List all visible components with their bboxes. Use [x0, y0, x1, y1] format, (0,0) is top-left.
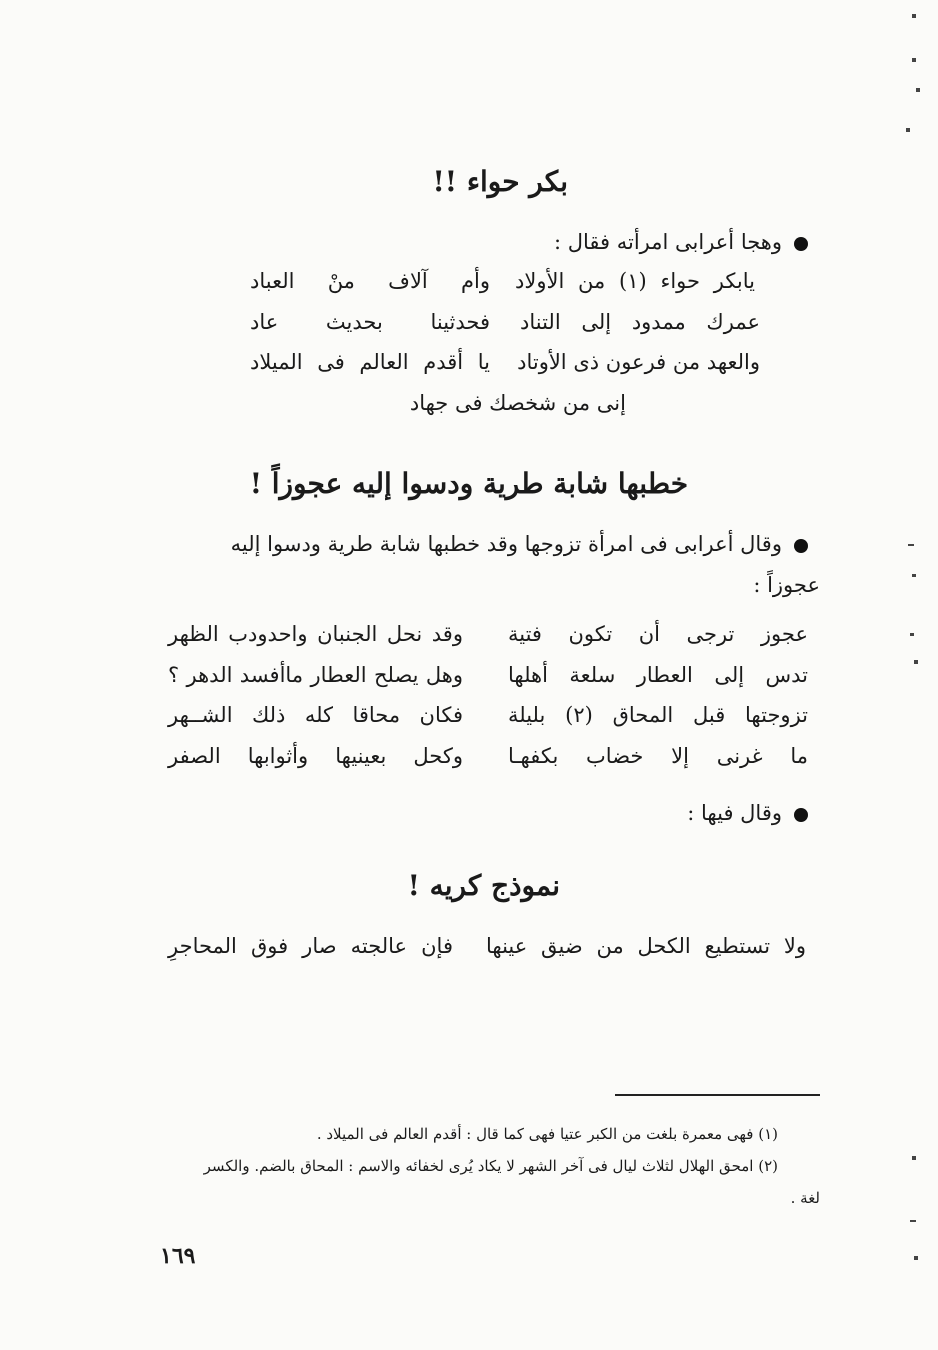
scan-speck [916, 88, 920, 92]
footnote-1: (١) فهى معمرة بلغت من الكبر عتيا فهى كما قال : أقدم العالم فى الميلاد . [316, 1125, 778, 1143]
verse-line-single: إنى من شخصك فى جهاد [409, 391, 626, 415]
verse-row [168, 656, 808, 694]
verse-left-hemistich: وأم آلاف منْ العباد [250, 269, 490, 293]
outro-paragraph-2 [687, 795, 808, 831]
verse-left-hemistich: فحدثينا بحديث عاد [250, 310, 490, 334]
scan-speck [912, 574, 916, 577]
scan-speck [910, 633, 914, 636]
verse-row [168, 737, 808, 775]
verse-right-hemistich: ما غرنى إلا خضاب بكفهـا [508, 744, 808, 768]
scan-speck [912, 58, 916, 62]
verse-left-hemistich: يا أقدم العالم فى الميلاد [250, 350, 490, 374]
section-title-2: خطبها شابة طرية ودسوا إليه عجوزاً ! [249, 467, 688, 500]
scan-speck [906, 128, 910, 132]
section-title-3: نموذج كريه ! [407, 869, 560, 902]
verse-row [250, 343, 760, 381]
scan-speck [908, 544, 914, 546]
verse-left-hemistich: فكان محاقا كله ذلك الشــهر [168, 703, 463, 727]
verse-row [168, 696, 808, 734]
verse-left-hemistich: وقد نحل الجنبان واحدودب الظهر [168, 622, 463, 646]
scan-speck [912, 14, 916, 18]
verse-right-hemistich: ولا تستطيع الكحل من ضيق عينها [486, 934, 806, 958]
outro-text-2: وقال فيها : [687, 801, 782, 825]
verse-left-hemistich: فإن عالجته صار فوق المحاجرِ [168, 934, 453, 958]
verse-right-hemistich: يابكر حواء (١) من الأولاد [515, 269, 756, 293]
verse-row [168, 615, 808, 653]
bullet-icon [794, 539, 808, 553]
bullet-icon [794, 237, 808, 251]
intro-text-1: وهجا أعرابى امرأته فقال : [553, 230, 782, 254]
footnote-2-continuation: لغة . [790, 1189, 820, 1207]
verse-row [250, 303, 760, 341]
scan-speck [914, 1256, 918, 1260]
intro-paragraph-2-cont: عجوزاً : [753, 573, 820, 597]
scan-speck [910, 1220, 916, 1222]
verse-left-hemistich: وهل يصلح العطار ماأفسد الدهر ؟ [168, 663, 463, 687]
verse-right-hemistich: والعهد من فرعون ذى الأوتاد [517, 350, 760, 374]
page-number: ١٦٩ [160, 1243, 196, 1269]
intro-text-2: وقال أعرابى فى امرأة تزوجها وقد خطبها شابة طرية ودسوا إليه [230, 532, 782, 556]
verse-right-hemistich: تدس إلى العطار سلعة أهلها [508, 663, 808, 687]
verse-right-hemistich: تزوجتها قبل المحاق (٢) بليلة [508, 703, 809, 727]
verse-left-hemistich: وكحل بعينيها وأثوابها الصفر [168, 744, 463, 768]
verse-row [168, 927, 806, 965]
bullet-icon [794, 808, 808, 822]
verse-right-hemistich: عمرك ممدود إلى التناد [520, 310, 760, 334]
scan-speck [914, 660, 918, 664]
section-title-1: بكر حواء !! [432, 165, 568, 198]
footnote-2: (٢) امحق الهلال لثلاث ليال فى آخر الشهر لا يكاد يُرى لخفائه والاسم : المحاق بالضم. والكسر [203, 1157, 778, 1175]
verse-row [250, 262, 755, 300]
scan-speck [912, 1156, 916, 1160]
intro-paragraph-1 [554, 224, 808, 260]
footnote-separator [615, 1094, 820, 1096]
verse-right-hemistich: عجوز ترجى أن تكون فتية [508, 622, 808, 646]
intro-paragraph-2 [231, 526, 808, 562]
